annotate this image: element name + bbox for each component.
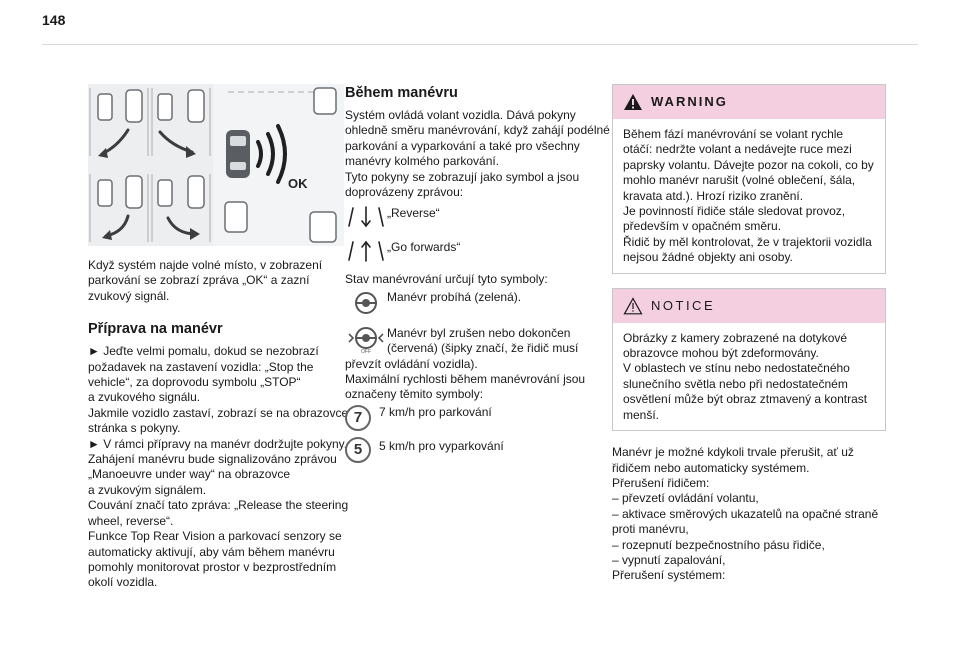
end-line: Přerušení řidičem: xyxy=(612,475,710,490)
speed-exit-text: 5 km/h pro vyparkování xyxy=(379,438,504,453)
status-green-row xyxy=(345,288,613,318)
speed-exit-row xyxy=(345,437,613,463)
column-left xyxy=(88,84,356,591)
status-green-text: Manévr probíhá (zelená). xyxy=(387,289,522,304)
speed-park-text: 7 km/h pro parkování xyxy=(379,404,492,419)
status-red-continued: převzít ovládání vozidla). xyxy=(345,356,478,371)
body-line: Jakmile vozidlo zastaví, zobrazí se na obrazovce stránka s pokyny. xyxy=(88,405,349,436)
notice-body xyxy=(613,323,885,430)
header-rule xyxy=(42,44,918,45)
column-middle xyxy=(345,84,613,463)
speed-park-row xyxy=(345,405,613,431)
warning-title: WARNING xyxy=(651,94,728,110)
body-line: Funkce Top Rear Vision a parkovací senzory se automaticky aktivují, aby vám během manévru pomohly monitorovat prostor v bezprostředním okolí vozidla. xyxy=(88,529,342,590)
reverse-row xyxy=(345,204,613,230)
end-line: Přerušení systémem: xyxy=(612,568,726,583)
end-line: – vypnutí zapalování, xyxy=(612,552,726,567)
forward-row xyxy=(345,238,613,264)
body-line: Couvání značí tato zpráva: „Release the steering wheel, reverse“. xyxy=(88,498,349,528)
end-line: – aktivace směrových ukazatelů na opačné straně proti manévru, xyxy=(612,506,879,537)
body-line: Zahájení manévru bude signalizováno zprávou „Manoeuvre under way“ na obrazovce xyxy=(88,452,337,482)
status-red-row xyxy=(345,324,613,357)
status-red-text: Manévr byl zrušen nebo dokončen (červená) (šipky značí, že řidič musí xyxy=(387,325,579,356)
notice-header xyxy=(613,289,885,323)
body-line: a zvukového signálu. xyxy=(88,390,201,405)
steering-wheel-off-icon xyxy=(345,324,387,354)
speed-limit-5-icon: 5 xyxy=(345,437,371,463)
page-number: 148 xyxy=(42,12,66,28)
svg-text:OFF: OFF xyxy=(361,348,371,354)
para-2: Tyto pokyny se zobrazují jako symbol a jsou doprovázeny zprávou: xyxy=(345,169,580,200)
notice-text: Obrázky z kamery zobrazené na dotykové obrazovce mohou být zdeformovány. xyxy=(623,330,848,361)
notice-text-2: V oblastech ve stínu nebo nedostatečného slunečního světla nebo při nedostatečném osvětlení může být obraz ztmavený a kontrast menší. xyxy=(623,361,868,422)
intro-paragraph: Když systém najde volné místo, v zobrazení parkování se zobrazí zpráva „OK“ a zazní zvukový signál. xyxy=(88,258,323,303)
status-intro: Stav manévrování určují tyto symboly: xyxy=(345,272,548,287)
end-line: Manévr je možné kdykoli trvale přerušit, ať už řidičem nebo automaticky systémem. xyxy=(612,445,854,475)
column-right xyxy=(612,84,886,584)
ok-label: OK xyxy=(288,176,308,191)
reverse-arrows-icon xyxy=(345,204,387,230)
body-line: ► Jeďte velmi pomalu, dokud se nezobrazí požadavek na zastavení vozidla: „Stop the vehicle“, za doprovodu symbolu „STOP“ xyxy=(88,344,319,390)
notice-triangle-icon xyxy=(623,297,643,315)
warning-text-3: Řidič by měl kontrolovat, že v trajektorii vozidla nejsou žádné objekty ani osoby. xyxy=(623,234,872,265)
warning-triangle-icon xyxy=(623,93,643,111)
body-line: a zvukovým signálem. xyxy=(88,482,207,497)
forward-arrows-icon xyxy=(345,238,387,264)
steering-wheel-green-icon xyxy=(345,288,387,318)
warning-text-2: Je povinností řidiče stále sledovat provoz, především v opačném směru. xyxy=(623,204,846,234)
body-line: ► V rámci přípravy na manévr dodržujte pokyny. xyxy=(88,436,348,451)
warning-body xyxy=(613,119,885,273)
warning-header xyxy=(613,85,885,119)
para-1: Systém ovládá volant vozidla. Dává pokyny ohledně směru manévrování, když zahájí podélné parkování a vyparkování a také pro všechny manévry kolmého parkování. xyxy=(345,108,610,169)
parking-diagram-icon xyxy=(88,84,344,246)
end-line: – rozepnutí bezpečnostního pásu řidiče, xyxy=(612,537,825,552)
forward-label: „Go forwards“ xyxy=(387,240,461,255)
section-heading-during: Během manévru xyxy=(345,85,458,101)
notice-box xyxy=(612,288,886,431)
speed-intro: Maximální rychlosti během manévrování jsou označeny těmito symboly: xyxy=(345,372,586,402)
reverse-label: „Reverse“ xyxy=(387,206,440,221)
warning-box xyxy=(612,84,886,274)
speed-limit-7-icon: 7 xyxy=(345,405,371,431)
warning-text: Během fází manévrování se volant rychle otáčí: nedržte volant a nedávejte ruce mezi paprsky volantu. Dávejte pozor na cokoli, co by mohlo manévr narušit (volné oblečení, šála, kravata atd.). Hrozí riziko zranění. xyxy=(623,127,874,203)
section-heading-preparation: Příprava na manévr xyxy=(88,321,223,338)
notice-title: NOTICE xyxy=(651,297,716,313)
end-line: – převzetí ovládání volantu, xyxy=(612,491,759,506)
parking-illustration xyxy=(88,84,344,246)
